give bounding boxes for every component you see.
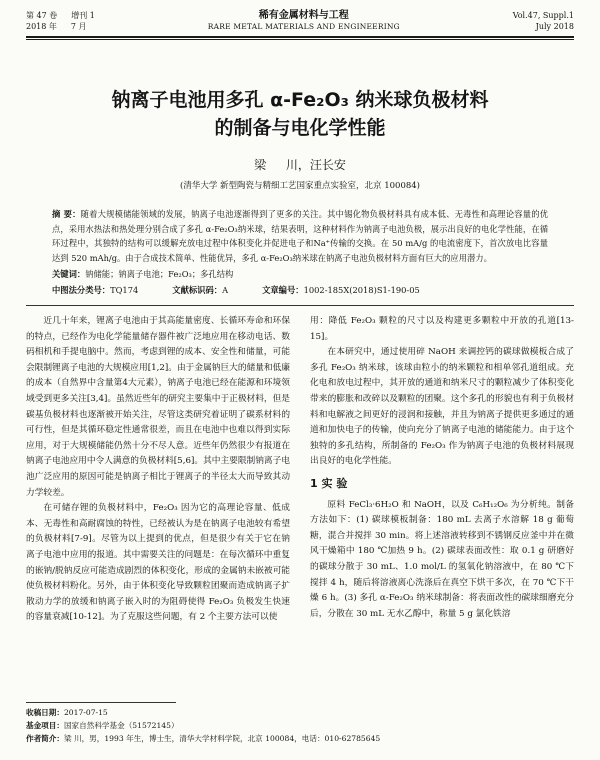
clc-label: 中图法分类号：	[52, 285, 111, 295]
received-label: 收稿日期：	[26, 708, 64, 717]
header-right	[513, 10, 574, 32]
header-rule-thin	[26, 39, 574, 40]
journal-title-cn: 稀有金属材料与工程	[258, 10, 349, 21]
body-paragraph: 在本研究中，通过使用碎 NaOH 来调控钙的碳球做模板合成了多孔 Fe₂O₃ 纳米球，该球由粒小的纳米颗粒和相单邻孔道组成。充化电和放电过程中，其开放的通道和纳米尺寸的颗粒减少了体积变化带来的膨胀和改碎以及颗粒的团聚。这个多孔的形貌也有利于负极材料和电解液之间更好的浸润和接触，并且为钠离子提供更多通过的通道和加快电子的传输，使向充分了钠离子电池的储能能力。由于这个独特的多孔结构，所制备的 Fe₂O₃ 作为钠离子电池的负极材料展现出良好的电化学性能。	[310, 347, 574, 467]
keywords-label: 关键词：	[52, 269, 86, 279]
body-paragraph: 在可储存锂的负极材料中，Fe₂O₃ 因为它的高理论容量、低成本、无毒性和高耐腐蚀的特性，已经被认为是在钠离子电池较有希望的负极材料[7-9]。尽管为以上提到的优点，但是很少有关于它在钠离子电池中应用的报道。其中需要关注的问题是：在每次循环中重复的嵌钠/脱钠反应可能造成剧烈的体积变化，形成的金属钠未嵌被可能使负极材料粉化。另外，由于体积变化导致颗粒团聚而造成钠离子扩散动力学的放缓和钠离子嵌入时的为阻碍使得 Fe₂O₃ 负极发生快速的容量衰减[10-12]。为了克服这些问题，有 2 个主要方法可以使	[26, 503, 290, 623]
keywords	[52, 267, 548, 281]
footnote-rule	[26, 702, 176, 703]
header-rule-thick	[26, 36, 574, 38]
author-bio-value: 梁 川，男，1993 年生，博士生，清华大学材料学院，北京 100084，电话：010-62785645	[63, 734, 381, 743]
year-cn: 2018 年	[26, 22, 57, 31]
footnote	[26, 702, 574, 745]
classification-meta	[52, 283, 548, 297]
abstract-divider	[26, 305, 574, 306]
header-left	[26, 10, 95, 32]
body-paragraph: 近几十年来，锂离子电池由于其高能量密度、长循环寿命和环保的特点，已经作为电化学能量储存器件被广泛地应用在移动电话、数码相机和手提电脑中。然而，考虑到锂的成本、安全性和储量，可能会限制锂离子电池的大规模应用[1,2]。由于金属钠巨大的储量和低廉的成本（自然界中含量第4大元素），钠离子电池已经在能源和环境领域受到更多关注[3,4]。虽然近些年的研究主要集中于正极材料，但是碳基负极材料也逐渐被开始关注，尽管这类研究着证明了碳系材料的可行性，但是其循环稳定性通常很差，而且在电池中也难以得到实际应用，对于大规模储能仍然十分不尽人意。近些年仍然很少有报道在钠离子电池应用中令人满意的负极材料[5,6]。其中主要限制钠离子电池广泛应用的原因可能是钠离子相比于锂离子的半径太大而导致其动力学较差。	[26, 316, 290, 498]
volume-en: Vol.47, Suppl.1	[512, 11, 574, 20]
doc-code-label: 文献标识码：	[172, 285, 223, 295]
volume-cn: 第 47 卷	[26, 11, 58, 20]
doc-code-value: A	[222, 285, 229, 295]
header-center	[208, 10, 400, 32]
supplement-cn: 增刊 1	[71, 11, 95, 20]
title-line-1: 钠离子电池用多孔 α-Fe₂O₃ 纳米球负极材料	[111, 89, 489, 111]
fund-value: 国家自然科学基金（51572145）	[63, 721, 179, 730]
authors: 梁 川，汪长安	[254, 158, 346, 172]
section-heading: 1 实 验	[310, 476, 348, 490]
article-number-value: 1002-185X(2018)S1-190-05	[303, 285, 420, 295]
article-title	[26, 86, 574, 142]
title-line-2: 的制备与电化学性能	[214, 117, 386, 139]
abstract-label: 摘 要：	[52, 209, 81, 219]
abstract	[52, 207, 548, 265]
journal-title-en: RARE METAL MATERIALS AND ENGINEERING	[207, 22, 400, 31]
left-column	[26, 314, 290, 626]
right-column	[310, 314, 574, 626]
month-cn: 7 月	[70, 22, 87, 31]
abstract-text: 随着大规模储能领域的发展，钠离子电池逐渐得到了更多的关注。其中锡化物负极材料具有成本低、无毒性和高理论容量的优点，采用水热法和热处理分别合成了多孔 α-Fe₂O₃纳米球，结果表明，这种材料作为钠离子电池负极，展示出良好的电化学性能，在循环过程中，其独特的结构可以缓解充放电过程中体积变化并促进电子和Na⁺传输的交换。在 50 mA/g 的电流密度下，首次放电比容量达到 520 mAh/g。由于合成技术简单、性能优异，多孔 α-Fe₂O₃纳米球在钠离子电池负极材料方面有巨大的应用潜力。	[52, 209, 548, 263]
author-bio-label: 作者简介：	[26, 734, 64, 743]
date-en: July 2018	[535, 22, 574, 31]
received-value: 2017-07-15	[63, 708, 108, 717]
keywords-text: 钠储能；钠离子电池；Fe₂O₃；多孔结构	[85, 269, 234, 279]
running-header	[26, 0, 574, 32]
article-number-label: 文章编号：	[262, 285, 304, 295]
body-paragraph: 原料 FeCl₃·6H₂O 和 NaOH，以及 C₆H₁₂O₆ 为分析纯。制备方法如下：(1) 碳球模板制备：180 mL 去离子水溶解 18 g 葡萄糖，混合并搅拌 30 min。将上述溶液转移到不锈钢反应釜中并在微风干燥箱中 180 ℃加热 9 h。(2) 碳球表面改性：取 0.1 g 研磨好的碳球分散于 30 mL、1.0 mol/L 的氢氧化钠溶液中，在 80 ℃下搅拌 4 h，随后将溶液离心洗涤后在真空下烘干多次，在 70 ℃下干燥 6 h。(3) 多孔 α-Fe₂O₃ 纳米球制备：将表面改性的碳球细磨充分后，分散在 30 mL 无水乙醇中，称量 5 g 氯化铁溶	[310, 499, 574, 619]
body-columns	[26, 314, 574, 626]
affiliation: (清华大学 新型陶瓷与精细工艺国家重点实验室，北京 100084)	[180, 181, 420, 191]
body-paragraph: 用：降低 Fe₂O₃ 颗粒的尺寸以及构建更多颗粒中开放的孔道[13-15]。	[310, 316, 574, 342]
clc-value: TQ174	[110, 285, 139, 295]
fund-label: 基金项目：	[26, 721, 64, 730]
